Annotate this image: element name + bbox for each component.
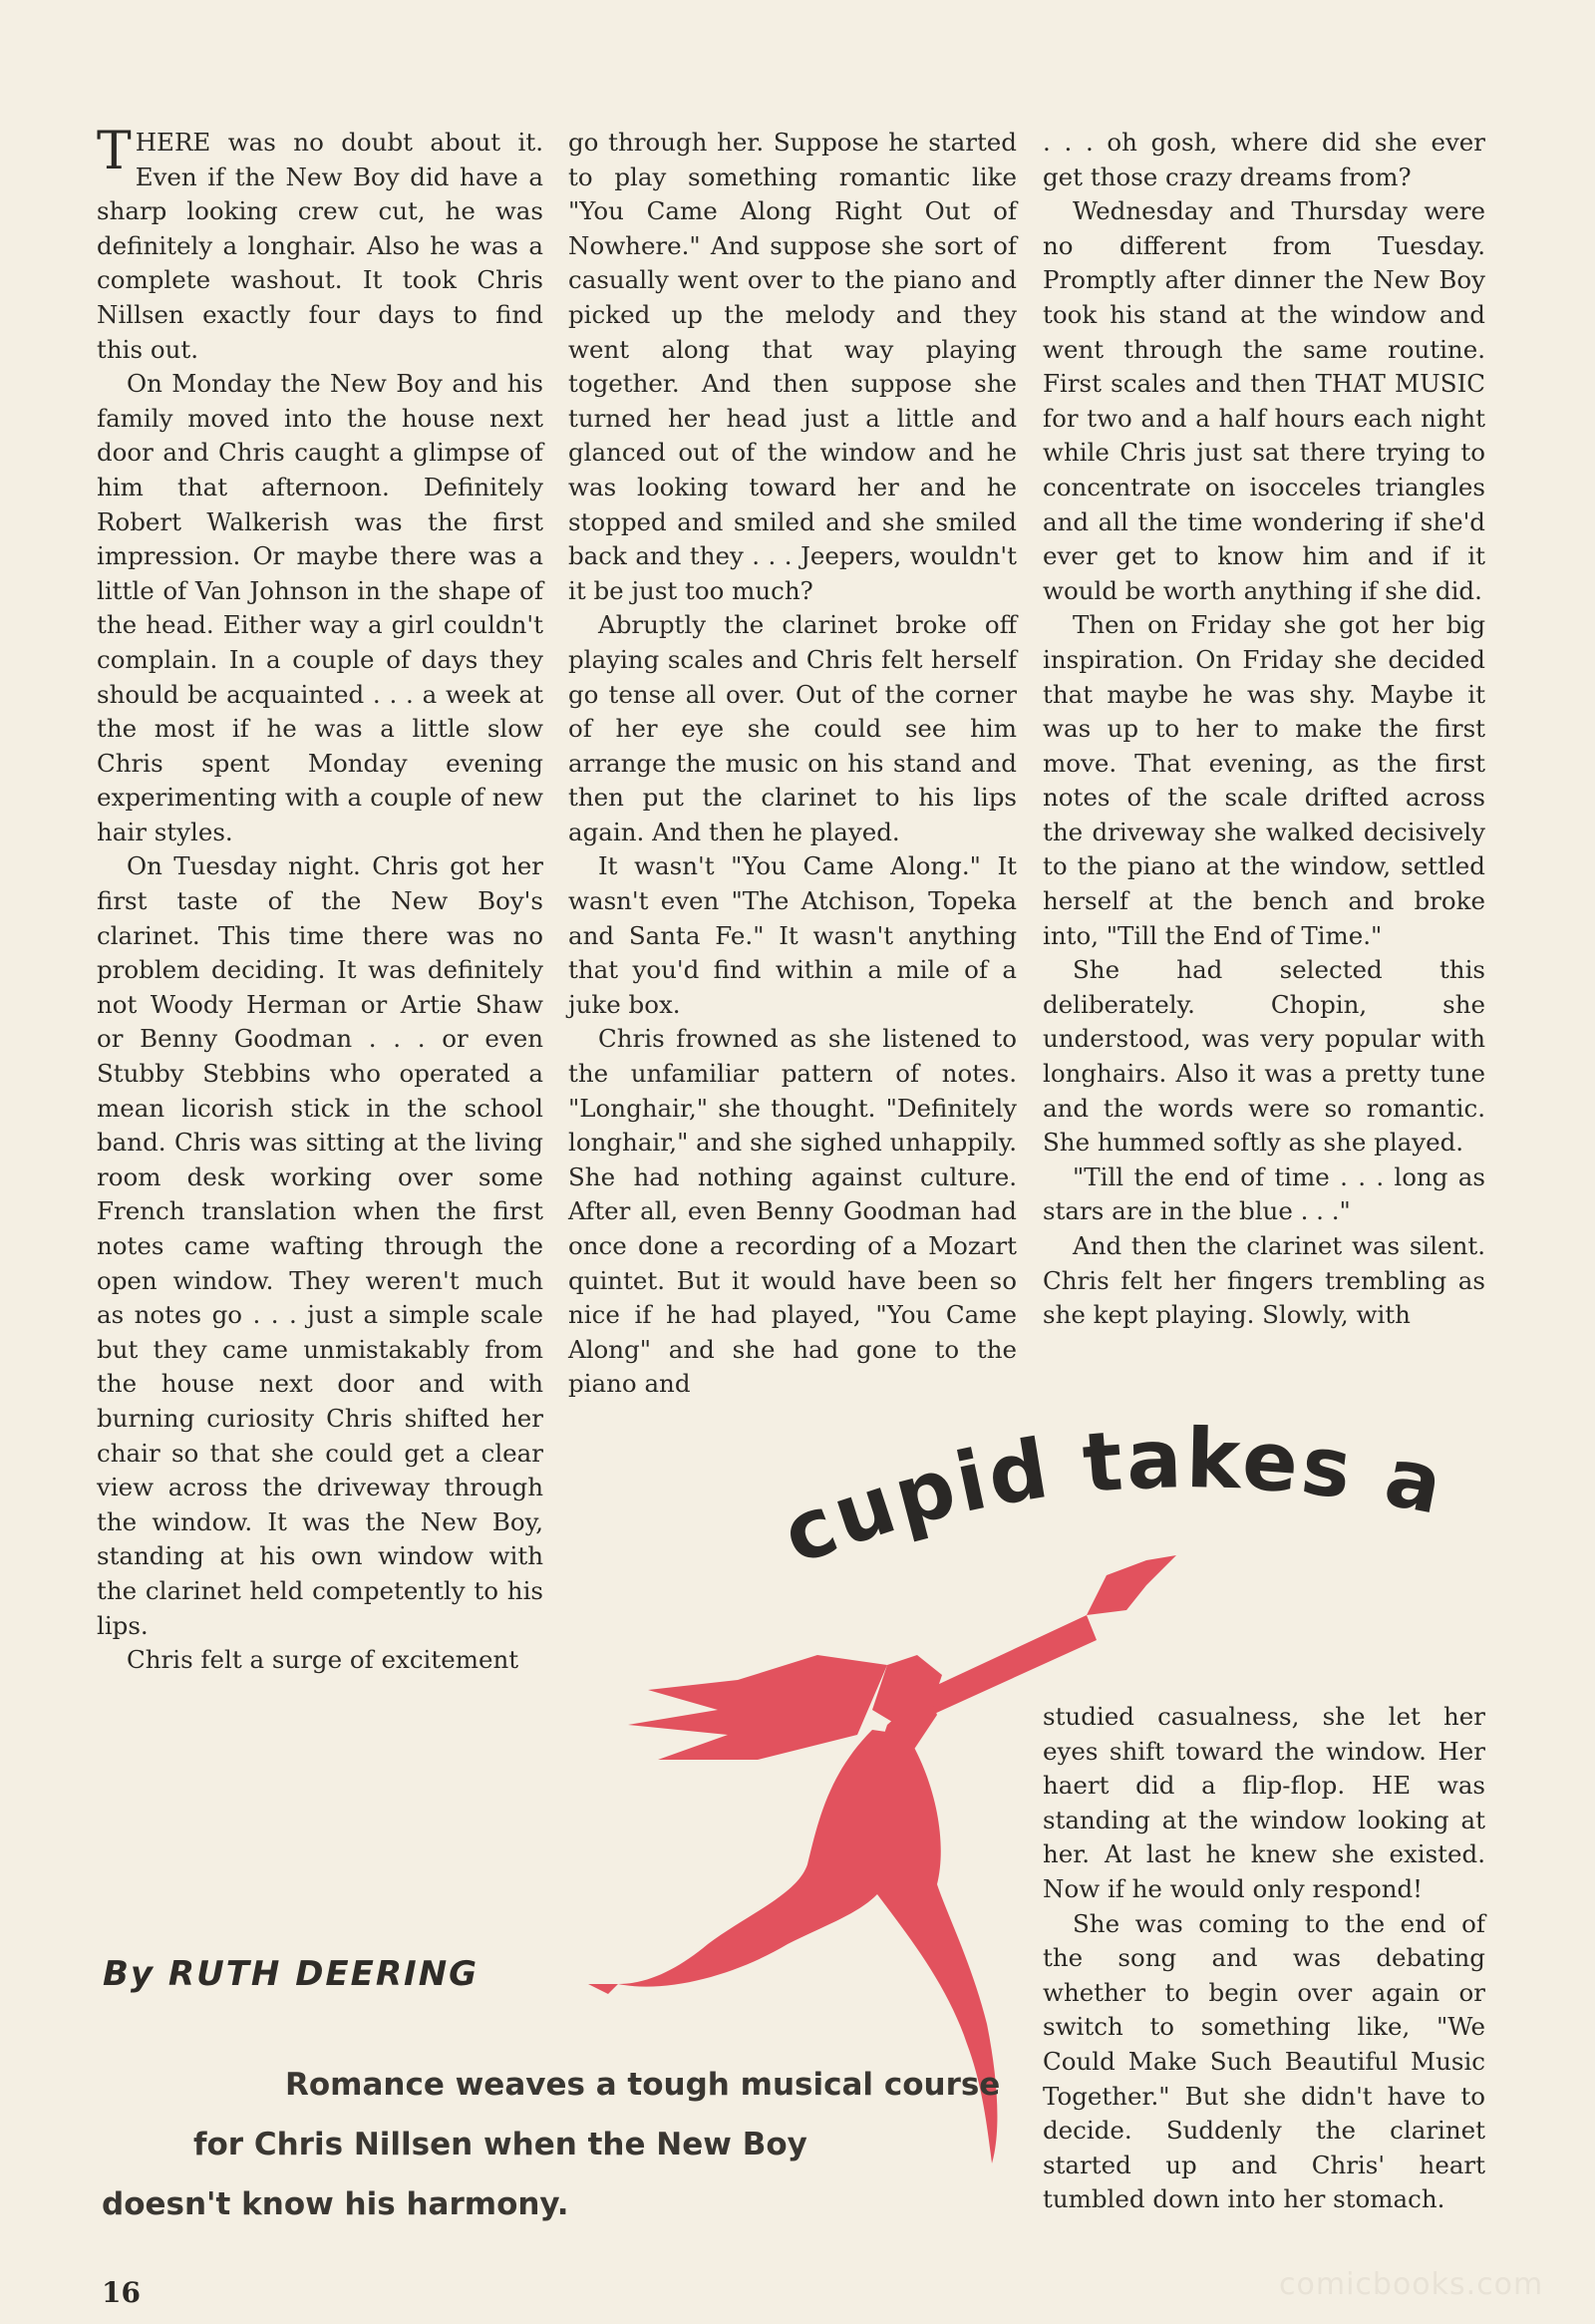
paragraph: Then on Friday she got her big inspiration. On Friday she decided that maybe he was shy. Maybe it was up to her to make the first move. That evening, as the first notes of the scale drifted across the driveway she walked decisively to the piano at the window, settled herself at the bench and broke into, "Till the End of Time." (1043, 610, 1485, 950)
paragraph: Chris frowned as she listened to the unfamiliar pattern of notes. "Longhair," she thought. "Definitely longhair," and she sighed unhappily. She had nothing against culture. After all, even Benny Goodman had once done a recording of a Mozart quintet. But it would have been so nice if he had played, "You Came Along" and she had gone to the piano and (568, 1024, 1017, 1399)
paragraph: Abruptly the clarinet broke off playing scales and Chris felt herself go tense all over. Out of the corner of her eye she could see him arrange the music on his stand and then put the clarinet to his lips again. And then he played. (568, 610, 1017, 846)
watermark: comicbooks.com (1279, 2267, 1544, 2302)
page-number: 16 (102, 2276, 141, 2309)
paragraph: . . . oh gosh, where did she ever get those crazy dreams from? (1043, 128, 1485, 191)
paragraph: "Till the end of time . . . long as stars are in the blue . . ." (1043, 1162, 1485, 1226)
blurb-line: Romance weaves a tough musical course (285, 2067, 1001, 2103)
paragraph: On Tuesday night. Chris got her first taste of the New Boy's clarinet. This time there was no problem deciding. It was definitely not Woody Herman or Artie Shaw or Benny Goodman . . . or even Stubby Stebbins who operated a mean licorish stick in the school band. Chris was sitting at the living room desk working over some French translation when the first notes came wafting through the open window. They weren't much as notes go . . . just a simple scale but they came unmistakably from the house next door and with burning curiosity Chris shifted her chair so that she could get a clear view across the driveway through the window. It was the New Boy, standing at his own window with the clarinet held competently to his lips. (97, 851, 543, 1640)
story-column-3 (1043, 126, 1485, 1333)
story-title-text: cupid takes a (778, 1412, 1453, 1584)
paragraph: And then the clarinet was silent. Chris felt her fingers trembling as she kept playing. Slowly, with (1043, 1231, 1485, 1330)
blurb-line: doesn't know his harmony. (102, 2186, 569, 2222)
paragraph: On Monday the New Boy and his family moved into the house next door and Chris caught a glimpse of him that afternoon. Definitely Robert Walkerish was the first impression. Or maybe there was a little of Van Johnson in the shape of the head. Either way a girl couldn't complain. In a couple of days they should be acquainted . . . a week at the most if he was a little slow Chris spent Monday evening experimenting with a couple of new hair styles. (97, 369, 543, 846)
paragraph: studied casualness, she let her eyes shift toward the window. Her haert did a flip-flop. HE was standing at the window looking at her. At last he knew she existed. Now if he would only respond! (1043, 1702, 1485, 1903)
paragraph: She had selected this deliberately. Chopin, she understood, was very popular with longhairs. Also it was a pretty tune and the words were so romantic. She hummed softly as she played. (1043, 955, 1485, 1158)
paragraph: She was coming to the end of the song and was debating whether to begin over again or switch to something like, "We Could Make Such Beautiful Music Together." But she didn't have to decide. Suddenly the clarinet started up and Chris' heart tumbled down into her stomach. (1043, 1908, 1485, 2214)
author-byline: By RUTH DEERING (103, 1954, 479, 1994)
story-column-2 (568, 126, 1017, 1402)
story-column-1 (97, 122, 543, 1678)
paragraph: go through her. Suppose he started to play something romantic like "You Came Along Right Out of Nowhere." And suppose she sort of casually went over to the piano and picked up the melody and they went along that way playing together. And then suppose she turned her head just a little and glanced out of the window and he was looking toward her and he stopped and smiled and she smiled back and they . . . Jeepers, wouldn't it be just too much? (568, 128, 1017, 605)
paragraph: HERE was no doubt about it. Even if the New Boy did have a sharp looking crew cut, he was definitely a longhair. Also he was a complete washout. It took Chris Nillsen exactly four days to find this out. (97, 128, 543, 364)
paragraph: Chris felt a surge of excitement (127, 1645, 519, 1675)
drop-cap: T (97, 122, 132, 181)
paragraph: Wednesday and Thursday were no different from Tuesday. Promptly after dinner the New Boy took his stand at the window and went through the same routine. First scales and then THAT MUSIC for two and a half hours each night while Chris just sat there trying to concentrate on isocceles triangles and all the time wondering if she'd ever get to know him and if it would be worth anything if she did. (1043, 196, 1485, 605)
blurb-line: for Chris Nillsen when the New Boy (193, 2127, 807, 2162)
paragraph: It wasn't "You Came Along." It wasn't even "The Atchison, Topeka and Santa Fe." It wasn't anything that you'd find within a mile of a juke box. (568, 851, 1017, 1019)
